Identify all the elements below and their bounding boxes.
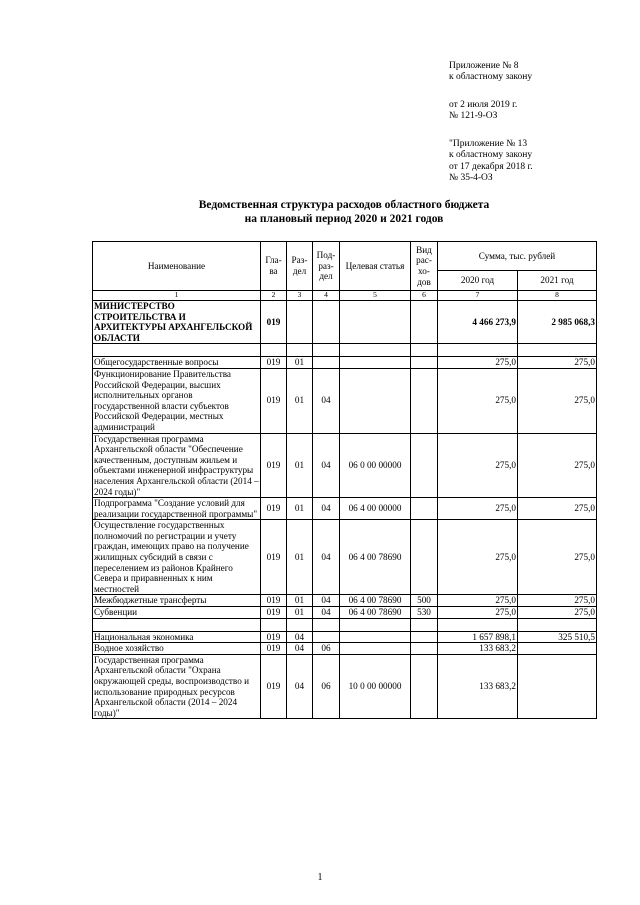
row-amount-2020: 1 657 898,1 — [438, 631, 518, 643]
row-glava: 019 — [261, 368, 287, 433]
appendix-heading — [449, 61, 532, 84]
row-razdel: 01 — [287, 520, 313, 595]
header-2020: 2020 год — [438, 271, 518, 291]
row-name: Функционирование Правительства Российской Федерации, высших исполнительных органов государственной власти субъектов Российской Федерации, местных администраций — [93, 368, 261, 433]
header-razdel: Раз-дел — [287, 242, 313, 291]
row-statya: 06 4 00 00000 — [340, 498, 411, 520]
row-podrazdel: 04 — [313, 520, 340, 595]
header-2021: 2021 год — [518, 271, 597, 291]
row-name: Государственная программа Архангельской области "Охрана окружающей среды, воспроизводство и использование природных ресурсов Архангельской области (2014 – 2024 годы)" — [93, 654, 261, 719]
column-number: 6 — [411, 291, 438, 301]
row-podrazdel: 04 — [313, 595, 340, 607]
header-glava: Гла-ва — [261, 242, 287, 291]
header-podrazdel: Под-раз-дел — [313, 242, 340, 291]
row-name: Водное хозяйство — [93, 643, 261, 655]
original-appendix-reference — [449, 139, 533, 185]
row-razdel: 04 — [287, 643, 313, 655]
row-statya: 10 0 00 00000 — [340, 654, 411, 719]
row-glava: 019 — [261, 498, 287, 520]
row-razdel: 01 — [287, 607, 313, 619]
empty-cell — [261, 344, 287, 357]
table-row — [93, 520, 597, 595]
row-statya — [340, 357, 411, 369]
empty-cell — [313, 344, 340, 357]
empty-cell — [438, 344, 518, 357]
empty-cell — [411, 618, 438, 631]
row-name: МИНИСТЕРСТВО СТРОИТЕЛЬСТВА И АРХИТЕКТУРЫ АРХАНГЕЛЬСКОЙ ОБЛАСТИ — [93, 301, 261, 344]
empty-cell — [518, 344, 597, 357]
row-amount-2020: 275,0 — [438, 357, 518, 369]
empty-cell — [93, 618, 261, 631]
column-number: 8 — [518, 291, 597, 301]
empty-cell — [313, 618, 340, 631]
row-statya: 06 0 00 00000 — [340, 433, 411, 498]
row-podrazdel: 04 — [313, 368, 340, 433]
table-row — [93, 498, 597, 520]
row-podrazdel: 06 — [313, 643, 340, 655]
row-glava: 019 — [261, 654, 287, 719]
law-number: № 121-9-ОЗ — [449, 111, 498, 122]
row-amount-2021 — [518, 643, 597, 655]
row-amount-2020: 275,0 — [438, 498, 518, 520]
row-statya — [340, 643, 411, 655]
row-glava: 019 — [261, 520, 287, 595]
row-glava: 019 — [261, 643, 287, 655]
row-podrazdel: 04 — [313, 498, 340, 520]
row-amount-2021 — [518, 654, 597, 719]
page-number: 1 — [317, 872, 323, 883]
row-vid: 500 — [411, 595, 438, 607]
spacer-row — [93, 344, 597, 357]
document-title — [92, 199, 596, 226]
title-line: Ведомственная структура расходов областного бюджета — [198, 199, 490, 211]
table-row — [93, 433, 597, 498]
row-glava: 019 — [261, 607, 287, 619]
row-statya: 06 4 00 78690 — [340, 520, 411, 595]
table-row — [93, 643, 597, 655]
row-vid — [411, 498, 438, 520]
row-amount-2021: 2 985 068,3 — [518, 301, 597, 344]
row-amount-2020: 275,0 — [438, 607, 518, 619]
row-razdel: 04 — [287, 654, 313, 719]
table-row — [93, 654, 597, 719]
row-amount-2020: 133 683,2 — [438, 643, 518, 655]
empty-cell — [438, 618, 518, 631]
row-statya — [340, 301, 411, 344]
table-row — [93, 357, 597, 369]
row-vid — [411, 368, 438, 433]
header-statya: Целевая статья — [340, 242, 411, 291]
row-statya: 06 4 00 78690 — [340, 607, 411, 619]
table-row — [93, 607, 597, 619]
header-name: Наименование — [93, 242, 261, 291]
row-glava: 019 — [261, 631, 287, 643]
row-amount-2020: 275,0 — [438, 520, 518, 595]
row-glava: 019 — [261, 301, 287, 344]
row-amount-2021: 275,0 — [518, 595, 597, 607]
row-amount-2021: 275,0 — [518, 498, 597, 520]
row-vid: 530 — [411, 607, 438, 619]
row-vid — [411, 643, 438, 655]
row-amount-2021: 275,0 — [518, 520, 597, 595]
appendix-line: "Приложение № 13 — [449, 139, 528, 149]
row-podrazdel: 04 — [313, 607, 340, 619]
appendix-line: от 17 декабря 2018 г. — [449, 161, 533, 172]
empty-cell — [93, 344, 261, 357]
table-row — [93, 595, 597, 607]
table-body — [93, 301, 597, 719]
column-number: 3 — [287, 291, 313, 301]
row-statya: 06 4 00 78690 — [340, 595, 411, 607]
header-vid: Вид рас-хо-дов — [411, 242, 438, 291]
column-number: 7 — [438, 291, 518, 301]
header-sum: Сумма, тыс. рублей — [438, 242, 597, 271]
row-statya — [340, 368, 411, 433]
row-podrazdel — [313, 631, 340, 643]
row-vid — [411, 520, 438, 595]
row-razdel: 01 — [287, 433, 313, 498]
row-amount-2020: 275,0 — [438, 595, 518, 607]
row-razdel: 01 — [287, 498, 313, 520]
row-amount-2021: 275,0 — [518, 357, 597, 369]
budget-table — [92, 241, 597, 719]
row-amount-2020: 4 466 273,9 — [438, 301, 518, 344]
row-podrazdel: 04 — [313, 433, 340, 498]
row-name: Субвенции — [93, 607, 261, 619]
empty-cell — [287, 618, 313, 631]
appendix-line: к областному закону — [449, 150, 533, 161]
row-glava: 019 — [261, 357, 287, 369]
empty-cell — [261, 618, 287, 631]
row-name: Подпрограмма "Создание условий для реализации государственной программы" — [93, 498, 261, 520]
empty-cell — [411, 344, 438, 357]
empty-cell — [287, 344, 313, 357]
row-amount-2021: 275,0 — [518, 433, 597, 498]
table-row — [93, 631, 597, 643]
row-name: Национальная экономика — [93, 631, 261, 643]
law-reference — [449, 100, 517, 123]
row-amount-2021: 275,0 — [518, 368, 597, 433]
row-podrazdel — [313, 301, 340, 344]
row-vid — [411, 433, 438, 498]
appendix-line: № 35-4-ОЗ — [449, 173, 493, 184]
title-line: на плановый период 2020 и 2021 годов — [244, 212, 444, 225]
appendix-line: Приложение № 8 — [449, 61, 519, 71]
row-statya — [340, 631, 411, 643]
row-vid — [411, 654, 438, 719]
empty-cell — [340, 618, 411, 631]
table-row — [93, 301, 597, 344]
row-name: Межбюджетные трансферты — [93, 595, 261, 607]
row-amount-2021: 325 510,5 — [518, 631, 597, 643]
row-glava: 019 — [261, 433, 287, 498]
law-date: от 2 июля 2019 г. — [449, 100, 518, 110]
column-number: 2 — [261, 291, 287, 301]
row-name: Осуществление государственных полномочий по регистрации и учету граждан, имеющих право на получение жилищных субсидий в связи с переселением из районов Крайнего Севера и приравненных к ним местностей — [93, 520, 261, 595]
row-razdel: 01 — [287, 368, 313, 433]
column-number: 4 — [313, 291, 340, 301]
row-amount-2021: 275,0 — [518, 607, 597, 619]
row-glava: 019 — [261, 595, 287, 607]
row-name: Общегосударственные вопросы — [93, 357, 261, 369]
row-razdel — [287, 301, 313, 344]
row-amount-2020: 275,0 — [438, 433, 518, 498]
row-vid — [411, 631, 438, 643]
row-vid — [411, 357, 438, 369]
column-number: 5 — [340, 291, 411, 301]
spacer-row — [93, 618, 597, 631]
column-number: 1 — [93, 291, 261, 301]
row-name: Государственная программа Архангельской области "Обеспечение качественным, доступным жильем и объектами инженерной инфраструктуры населения Архангельской области (2014 – 2024 годы)" — [94, 433, 259, 497]
empty-cell — [518, 618, 597, 631]
row-podrazdel: 06 — [313, 654, 340, 719]
empty-cell — [340, 344, 411, 357]
row-amount-2020: 133 683,2 — [438, 654, 518, 719]
row-podrazdel — [313, 357, 340, 369]
row-razdel: 01 — [287, 595, 313, 607]
appendix-line: к областному закону — [449, 72, 533, 83]
row-razdel: 01 — [287, 357, 313, 369]
row-vid — [411, 301, 438, 344]
row-razdel: 04 — [287, 631, 313, 643]
row-amount-2020: 275,0 — [438, 368, 518, 433]
table-row — [93, 368, 597, 433]
